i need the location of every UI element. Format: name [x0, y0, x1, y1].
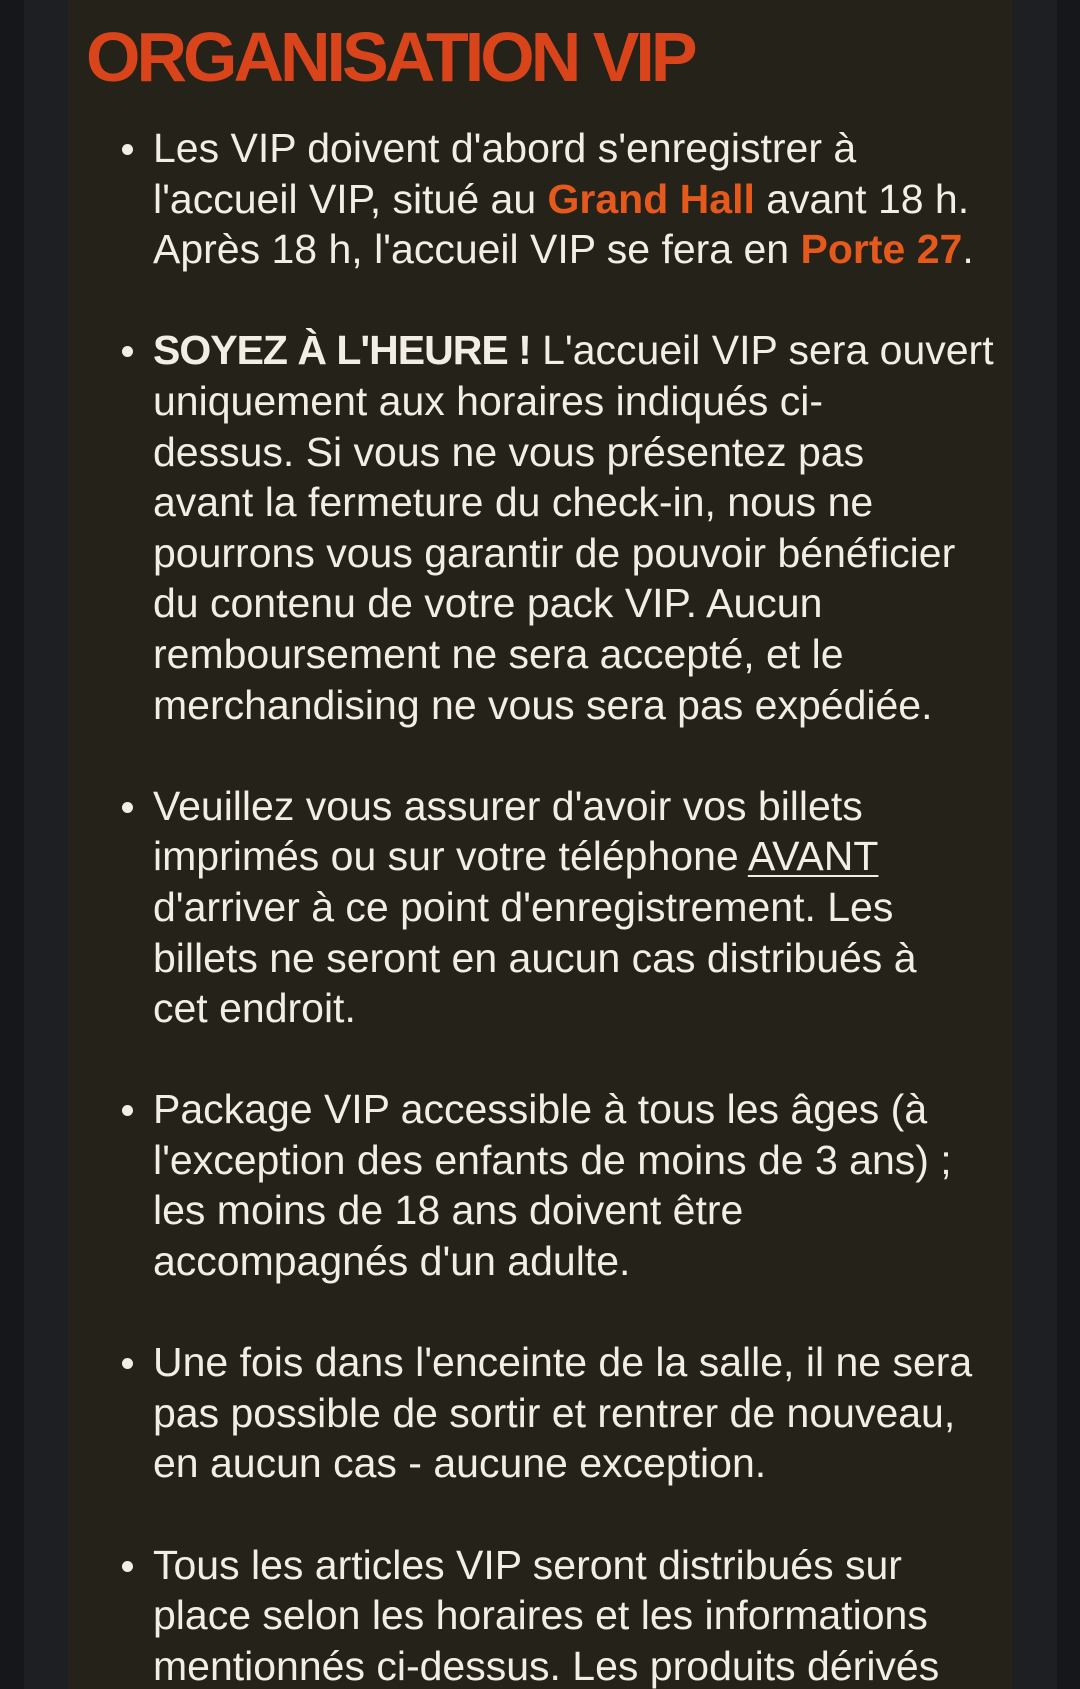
text-line: du contenu de votre pack VIP. Aucun	[153, 580, 823, 627]
text-segment: l'accueil VIP, situé au	[153, 175, 548, 222]
text-line: pourrons vous garantir de pouvoir bénéficier	[153, 529, 956, 576]
bullet-icon	[122, 144, 133, 155]
text-line: d'arriver à ce point d'enregistrement. Les	[153, 883, 894, 930]
bullet-icon	[122, 346, 133, 357]
list-item-tickets	[68, 781, 1012, 1034]
emphasis-soyez-a-l-heure: SOYEZ À L'HEURE !	[153, 327, 531, 374]
text-segment: imprimés ou sur votre téléphone	[153, 833, 748, 880]
list-item-re-entry	[68, 1337, 1012, 1489]
bullet-icon	[122, 1358, 133, 1369]
text-line: les moins de 18 ans doivent être	[153, 1187, 744, 1234]
text-line: Une fois dans l'enceinte de la salle, il ne sera	[153, 1339, 973, 1386]
text-line	[153, 325, 1012, 376]
highlight-grand-hall: Grand Hall	[547, 175, 755, 222]
list-item-be-on-time	[68, 325, 1012, 730]
text-line: accompagnés d'un adulte.	[153, 1238, 631, 1285]
text-segment: Après 18 h, l'accueil VIP se fera en	[153, 226, 801, 273]
text-segment: .	[962, 226, 974, 273]
text-line	[153, 174, 1012, 225]
text-line: mentionnés ci-dessus. Les produits dérivés	[153, 1642, 940, 1689]
text-line: dessus. Si vous ne vous présentez pas	[153, 428, 865, 475]
text-line: Tous les articles VIP seront distribués sur	[153, 1541, 902, 1588]
text-line: l'exception des enfants de moins de 3 ans) ;	[153, 1136, 952, 1183]
text-line: uniquement aux horaires indiqués ci-	[153, 377, 824, 424]
bullet-icon	[122, 802, 133, 813]
text-line	[153, 831, 1012, 882]
text-line: Veuillez vous assurer d'avoir vos billets	[153, 782, 863, 829]
text-line: avant la fermeture du check-in, nous ne	[153, 479, 874, 526]
page-title: ORGANISATION VIP	[86, 18, 694, 96]
text-line: en aucun cas - aucune exception.	[153, 1440, 767, 1487]
text-line: billets ne seront en aucun cas distribués à	[153, 934, 917, 981]
text-segment: L'accueil VIP sera ouvert	[530, 327, 994, 374]
rules-list	[68, 123, 1012, 1689]
emphasis-avant: AVANT	[747, 833, 879, 880]
text-line: Package VIP accessible à tous les âges (à	[153, 1086, 928, 1133]
text-line: merchandising ne vous sera pas expédiée.	[153, 681, 933, 728]
list-item-check-in-location	[68, 123, 1012, 275]
bullet-icon	[122, 1561, 133, 1572]
list-item-age-policy	[68, 1084, 1012, 1286]
content-panel	[68, 0, 1012, 1689]
text-line: Les VIP doivent d'abord s'enregistrer à	[153, 125, 857, 171]
bullet-icon	[122, 1105, 133, 1116]
text-line	[153, 224, 1012, 275]
highlight-porte-27: Porte 27	[800, 226, 963, 273]
text-line: remboursement ne sera accepté, et le	[153, 630, 844, 677]
text-segment: avant 18 h.	[754, 175, 970, 222]
text-line: pas possible de sortir et rentrer de nouveau,	[153, 1389, 956, 1436]
text-line: place selon les horaires et les informations	[153, 1592, 928, 1639]
text-line: cet endroit.	[153, 985, 356, 1032]
list-item-vip-articles	[68, 1540, 1012, 1689]
